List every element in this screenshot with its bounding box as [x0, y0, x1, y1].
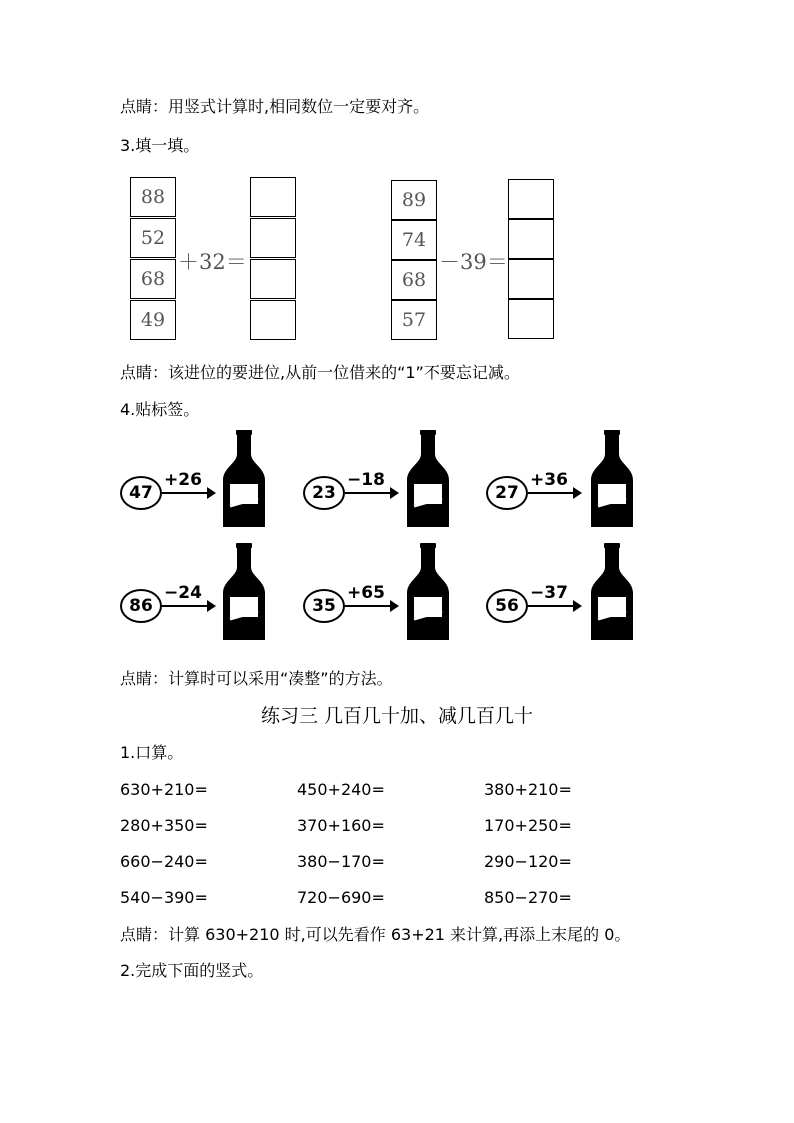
- arrow-icon: [528, 492, 576, 494]
- start-number-circle: 27: [486, 476, 528, 510]
- bottle-icon[interactable]: [219, 430, 269, 530]
- bottle-icon[interactable]: [403, 543, 453, 643]
- step-operation: +36: [530, 470, 568, 490]
- step-operation: −37: [530, 583, 568, 603]
- start-number-circle: 56: [486, 589, 528, 623]
- q3-right-answer-box[interactable]: [508, 299, 554, 339]
- start-number-circle: 86: [120, 589, 162, 623]
- q3-right-number-1: 89: [391, 180, 437, 220]
- mental-math-item: 380−170=: [297, 852, 385, 871]
- start-number-circle: 35: [303, 589, 345, 623]
- q3-right-answer-box[interactable]: [508, 219, 554, 259]
- step-operation: −24: [164, 583, 202, 603]
- q3-right-number-3: 68: [391, 260, 437, 300]
- q3-right-answer-box[interactable]: [508, 179, 554, 219]
- step-operation: +65: [347, 583, 385, 603]
- arrow-icon: [162, 605, 210, 607]
- question-2-heading: 2.完成下面的竖式。: [120, 961, 264, 980]
- tip-carry-and-borrow: 点睛：该进位的要进位,从前一位借来的“1”不要忘记减。: [120, 363, 520, 382]
- arrow-icon: [528, 605, 576, 607]
- q3-right-number-4: 57: [391, 300, 437, 340]
- bottle-icon[interactable]: [587, 430, 637, 530]
- q3-left-answer-box[interactable]: [250, 177, 296, 217]
- q3-left-number-4: 49: [130, 300, 176, 340]
- q3-left-number-1: 88: [130, 177, 176, 217]
- mental-math-item: 660−240=: [120, 852, 208, 871]
- q3-left-number-3: 68: [130, 259, 176, 299]
- step-operation: +26: [164, 470, 202, 490]
- q3-left-answer-box[interactable]: [250, 300, 296, 340]
- bottle-icon[interactable]: [219, 543, 269, 643]
- mental-math-item: 280+350=: [120, 816, 208, 835]
- question-3-heading: 3.填一填。: [120, 136, 200, 155]
- tip-vertical-alignment: 点睛：用竖式计算时,相同数位一定要对齐。: [120, 97, 430, 116]
- mental-math-item: 450+240=: [297, 780, 385, 799]
- section-title: 练习三 几百几十加、减几百几十: [260, 705, 534, 727]
- mental-math-item: 290−120=: [484, 852, 572, 871]
- arrow-icon: [345, 605, 393, 607]
- mental-math-item: 380+210=: [484, 780, 572, 799]
- arrow-icon: [345, 492, 393, 494]
- arrow-icon: [162, 492, 210, 494]
- tip-round-numbers: 点睛：计算时可以采用“凑整”的方法。: [120, 669, 393, 688]
- mental-math-item: 170+250=: [484, 816, 572, 835]
- mental-math-item: 370+160=: [297, 816, 385, 835]
- q3-left-number-2: 52: [130, 218, 176, 258]
- question-4-heading: 4.贴标签。: [120, 400, 200, 419]
- q3-left-answer-box[interactable]: [250, 259, 296, 299]
- mental-math-item: 720−690=: [297, 888, 385, 907]
- start-number-circle: 47: [120, 476, 162, 510]
- q3-right-answer-box[interactable]: [508, 259, 554, 299]
- q3-right-operation: －39＝: [439, 250, 508, 274]
- question-1-heading: 1.口算。: [120, 743, 184, 762]
- mental-math-item: 850−270=: [484, 888, 572, 907]
- tip-drop-zeros: 点睛：计算 630+210 时,可以先看作 63+21 来计算,再添上末尾的 0。: [120, 925, 631, 944]
- q3-right-number-2: 74: [391, 220, 437, 260]
- q3-left-operation: ＋32＝: [178, 250, 247, 274]
- mental-math-item: 630+210=: [120, 780, 208, 799]
- start-number-circle: 23: [303, 476, 345, 510]
- mental-math-item: 540−390=: [120, 888, 208, 907]
- q3-left-answer-box[interactable]: [250, 218, 296, 258]
- bottle-icon[interactable]: [587, 543, 637, 643]
- step-operation: −18: [347, 470, 385, 490]
- bottle-icon[interactable]: [403, 430, 453, 530]
